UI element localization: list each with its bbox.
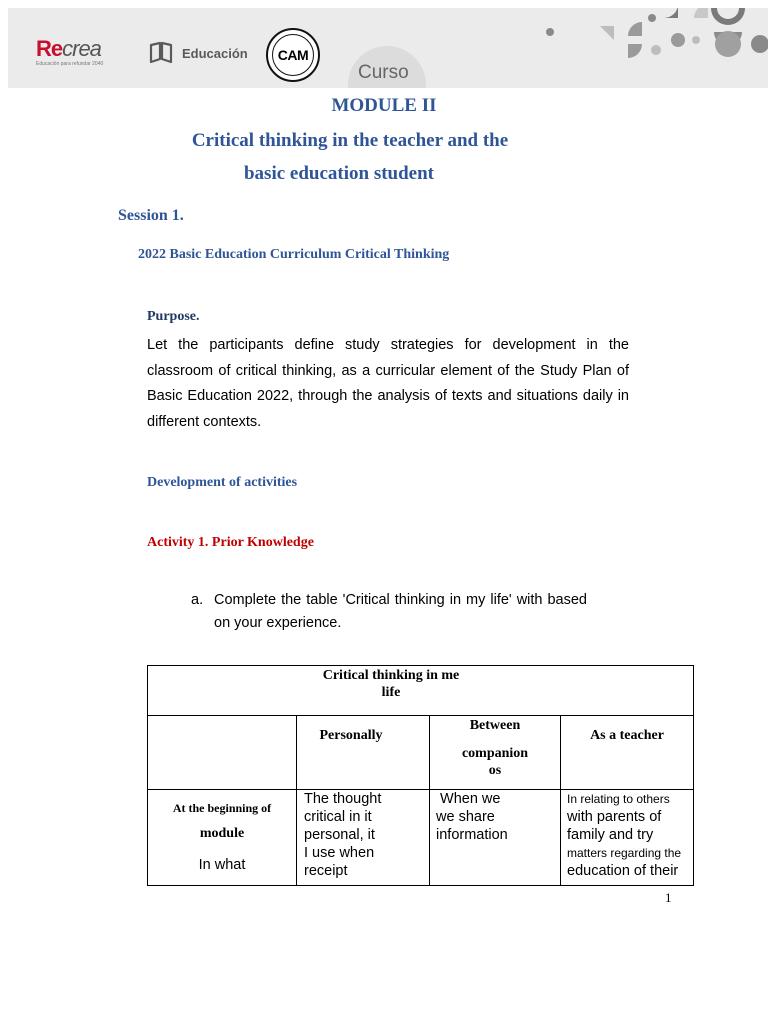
row-label-line-3: In what	[198, 857, 246, 873]
page-number: 1	[665, 890, 672, 905]
header-banner	[8, 8, 768, 88]
teacher-line: education of their	[567, 863, 679, 879]
teacher-line: In relating to others	[567, 792, 670, 806]
course-title-line-1: Critical thinking in the teacher and the	[191, 130, 509, 151]
personally-line: I use when	[304, 845, 375, 861]
critical-thinking-table	[147, 665, 694, 886]
table-title-line-1: Critical thinking in me	[322, 668, 460, 683]
table-cell-personally	[297, 790, 430, 886]
development-heading: Development of activities	[147, 475, 298, 490]
between-line: When we	[436, 791, 501, 807]
table-cell-teacher	[561, 790, 693, 886]
table-header-personally: Personally	[297, 716, 430, 790]
between-header-line-1: Between	[469, 718, 521, 733]
row-label-line-2: module	[199, 826, 245, 841]
list-item-text: Complete the table 'Critical thinking in my life' with based on your experience.	[214, 592, 587, 631]
between-header-line-3: os	[488, 763, 502, 778]
list-marker: a.	[191, 592, 204, 608]
purpose-paragraph: Let the participants define study strategies for development in the classroom of critical thinking, as a curricular element of the Study Plan of Basic Education 2022, through the analysis of texts and situations daily in different contexts.	[147, 337, 629, 430]
recrea-tagline: Educación para refundar 2040	[36, 61, 104, 67]
session-subtitle: 2022 Basic Education Curriculum Critical Thinking	[138, 247, 450, 262]
list-item	[191, 589, 587, 635]
teacher-line: family and try	[567, 827, 654, 843]
teacher-line: with parents of	[567, 809, 662, 825]
teacher-line: matters regarding the	[567, 846, 682, 860]
recrea-logo	[36, 38, 103, 67]
personally-line: The thought	[304, 791, 382, 807]
purpose-heading: Purpose.	[147, 309, 200, 324]
personally-line: receipt	[304, 863, 348, 879]
table-header-teacher: As a teacher	[561, 716, 693, 790]
personally-line: personal, it	[304, 827, 375, 843]
between-line: information	[436, 827, 508, 843]
table-cell-between	[430, 790, 561, 886]
table-header-blank	[148, 716, 297, 790]
educacion-label: Educación	[182, 45, 248, 61]
table-header-between	[430, 716, 561, 790]
recrea-logo-re: Re	[36, 36, 63, 61]
table-title	[148, 666, 693, 716]
recrea-logo-crea: crea	[62, 36, 101, 61]
session-heading: Session 1.	[118, 207, 184, 224]
book-icon	[148, 40, 174, 66]
educacion-logo	[148, 40, 248, 66]
personally-line: critical in it	[304, 809, 372, 825]
circle-pattern-decoration	[528, 8, 768, 88]
cam-seal-icon	[266, 28, 320, 82]
cam-label: CAM	[277, 47, 309, 63]
row-label-line-1: At the beginning of	[172, 801, 272, 815]
between-header-line-2: companion	[461, 746, 529, 761]
between-line: we share	[436, 809, 495, 825]
table-title-line-2: life	[381, 685, 401, 700]
table-row-label	[148, 790, 297, 886]
curso-label: Curso	[358, 62, 409, 83]
activity-heading: Activity 1. Prior Knowledge	[147, 535, 314, 550]
module-title: MODULE II	[331, 95, 437, 116]
course-title-line-2: basic education student	[243, 163, 435, 184]
